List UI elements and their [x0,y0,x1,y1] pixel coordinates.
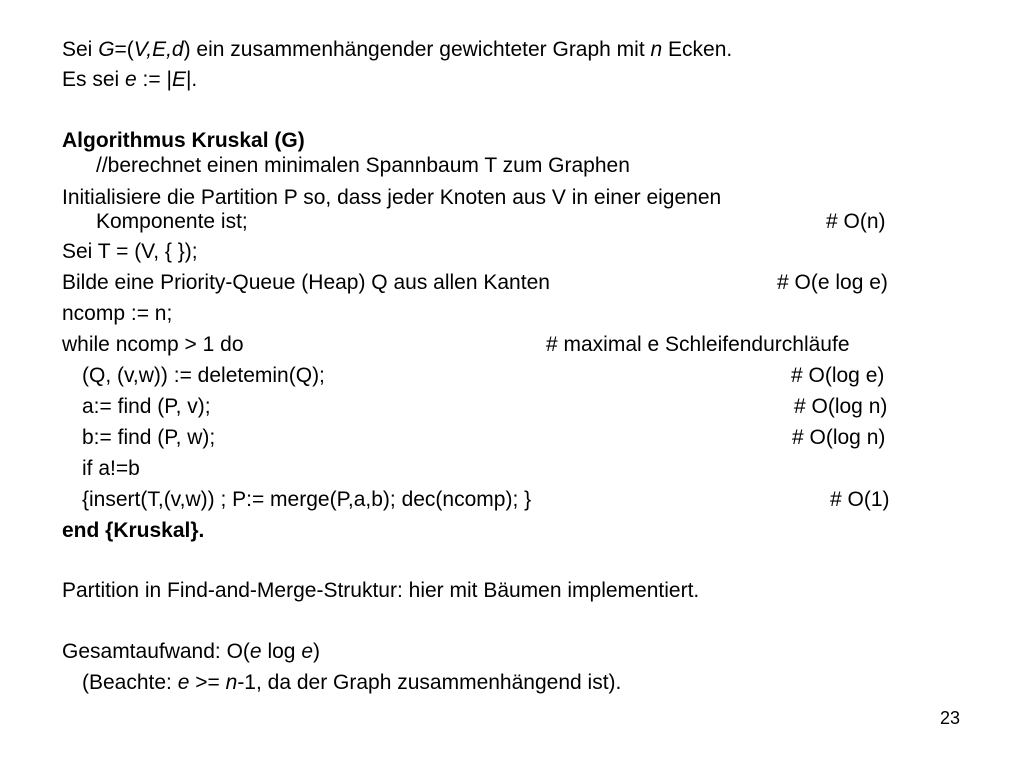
intro-line-1: Sei G=(V,E,d) ein zusammenhängender gewichteter Graph mit n Ecken. [62,38,733,61]
partition-line: Partition in Find-and-Merge-Struktur: hier mit Bäumen implementiert. [62,579,700,602]
algorithm-title: Algorithmus Kruskal (G) [62,129,305,152]
algorithm-end: end {Kruskal}. [62,519,205,542]
find-a-cost: # O(log n) [794,395,888,418]
insert-line: {insert(T,(v,w)) ; P:= merge(P,a,b); dec(ncomp); } [82,488,532,511]
find-b-line: b:= find (P, w); [82,426,216,449]
deletemin-line: (Q, (v,w)) := deletemin(Q); [82,364,325,387]
set-t-line: Sei T = (V, { }); [62,240,198,263]
ncomp-line: ncomp := n; [62,302,173,325]
find-a-line: a:= find (P, v); [82,395,211,418]
while-cost: # maximal e Schleifendurchläufe [546,333,850,356]
if-line: if a!=b [82,457,140,480]
insert-cost: # O(1) [830,488,890,511]
heap-line: Bilde eine Priority-Queue (Heap) Q aus allen Kanten [62,271,550,294]
init-cost: # O(n) [826,210,886,233]
init-line-2: Komponente ist; [96,210,248,233]
find-b-cost: # O(log n) [792,426,886,449]
total-cost-line: Gesamtaufwand: O(e log e) [62,640,320,663]
note-line: (Beachte: e >= n-1, da der Graph zusammenhängend ist). [82,671,622,694]
heap-cost: # O(e log e) [777,271,888,294]
algorithm-comment: //berechnet einen minimalen Spannbaum T zum Graphen [96,154,630,177]
deletemin-cost: # O(log e) [791,364,885,387]
page-number: 23 [940,708,961,728]
while-line: while ncomp > 1 do [62,333,244,356]
init-line-1: Initialisiere die Partition P so, dass jeder Knoten aus V in einer eigenen [62,186,722,209]
intro-line-2: Es sei e := |E|. [62,68,198,91]
